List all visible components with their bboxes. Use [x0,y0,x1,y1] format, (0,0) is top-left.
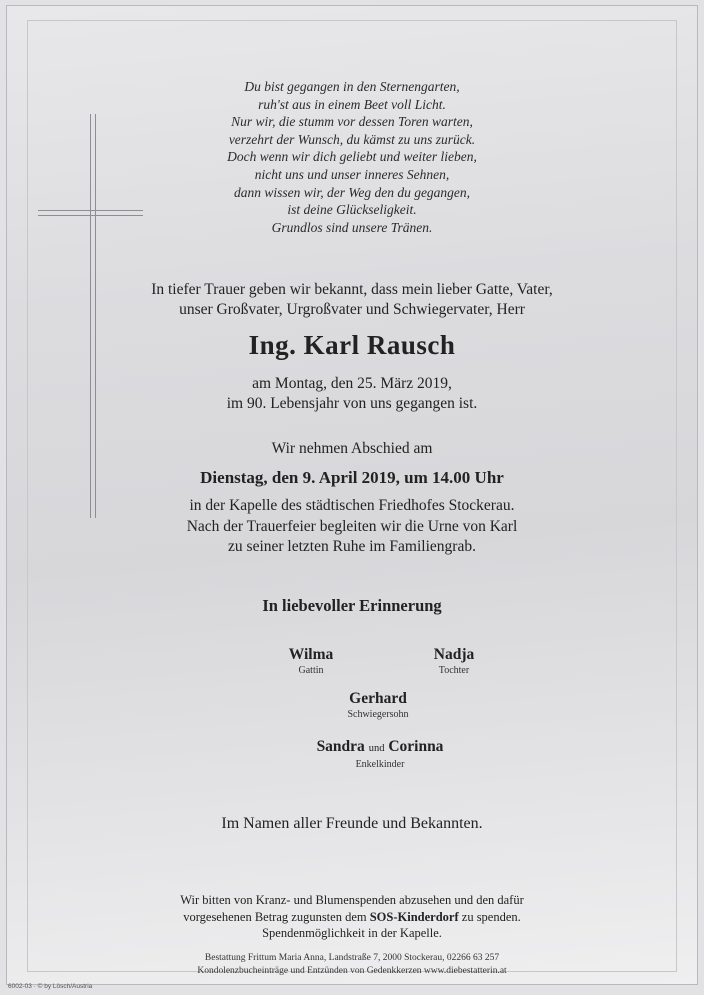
donation-text: zu spenden. [458,909,521,924]
mourner-role: Schwiegersohn [347,709,409,720]
death-line: im 90. Lebensjahr von uns gegangen ist. [226,395,478,412]
poem-line: ruh'st aus in einem Beet voll Licht. [258,96,446,112]
poem-line: Nur wir, die stumm vor dessen Toren warten, [231,114,473,130]
announcement-intro [0,280,704,320]
mourner-nadja [354,646,554,677]
donation-text: vorgesehenen Betrag zugunsten dem [183,909,370,924]
farewell-intro: Wir nehmen Abschied am [271,440,433,457]
undertaker-line: Bestattung Frittum Maria Anna, Landstraße 7, 2000 Stockerau, 02266 63 257 [204,953,500,963]
grandchild-name-2: Corinna [388,738,444,755]
poem-line: nicht uns und unser inneres Sehnen, [254,166,450,182]
poem-line: verzehrt der Wunsch, du kämst zu uns zurück. [228,131,476,147]
death-line: am Montag, den 25. März 2019, [252,375,452,392]
charity-name: SOS-Kinderdorf [369,909,459,924]
conjunction: und [368,743,385,754]
poem [0,78,704,236]
friends-line: Im Namen aller Freunde und Bekannten. [221,815,483,832]
mourner-grandchildren [280,738,480,771]
donation-line [0,909,704,926]
poem-line: Du bist gegangen in den Sternengarten, [244,79,460,94]
donation-line: Wir bitten von Kranz- und Blumenspenden abzusehen und den dafür [180,893,524,907]
undertaker-line: Kondolenzbucheinträge und Entzünden von Gedenkkerzen www.diebestatterin.at [197,965,507,976]
farewell-date: Dienstag, den 9. April 2019, um 14.00 Uhr [200,468,504,487]
mourner-name [280,738,480,758]
poem-line: ist deine Glückseligkeit. [287,202,417,218]
mourner-name: Gerhard [349,690,407,707]
place-line: in der Kapelle des städtischen Friedhofes Stockerau. [189,497,515,514]
grandchild-name-1: Sandra [316,738,365,755]
intro-line: In tiefer Trauer geben wir bekannt, dass mein lieber Gatte, Vater, [151,281,553,298]
donation-line: Spendenmöglichkeit in der Kapelle. [262,926,442,940]
ceremony-place [0,496,704,558]
place-line: zu seiner letzten Ruhe im Familiengrab. [228,538,476,555]
death-info [0,374,704,414]
poem-line: Grundlos sind unsere Tränen. [271,219,433,235]
mourner-name: Wilma [288,646,334,663]
poem-line: Doch wenn wir dich geliebt und weiter lieben, [227,149,477,165]
mourner-gerhard [278,690,478,721]
intro-line: unser Großvater, Urgroßvater und Schwiegervater, Herr [179,301,525,318]
mourner-role: Gattin [298,665,324,676]
mourner-role: Enkelkinder [355,759,405,770]
poem-line: dann wissen wir, der Weg den du gegangen, [233,184,471,200]
mourner-name: Nadja [433,646,475,663]
donation-note [0,892,704,942]
print-footnote: 6002-03 · © by Lösch/Austria [8,983,93,990]
deceased-name: Ing. Karl Rausch [248,330,456,360]
undertaker-info [0,952,704,977]
mourner-role: Tochter [438,665,470,676]
place-line: Nach der Trauerfeier begleiten wir die Urne von Karl [186,517,518,535]
memory-heading: In liebevoller Erinnerung [262,596,442,615]
